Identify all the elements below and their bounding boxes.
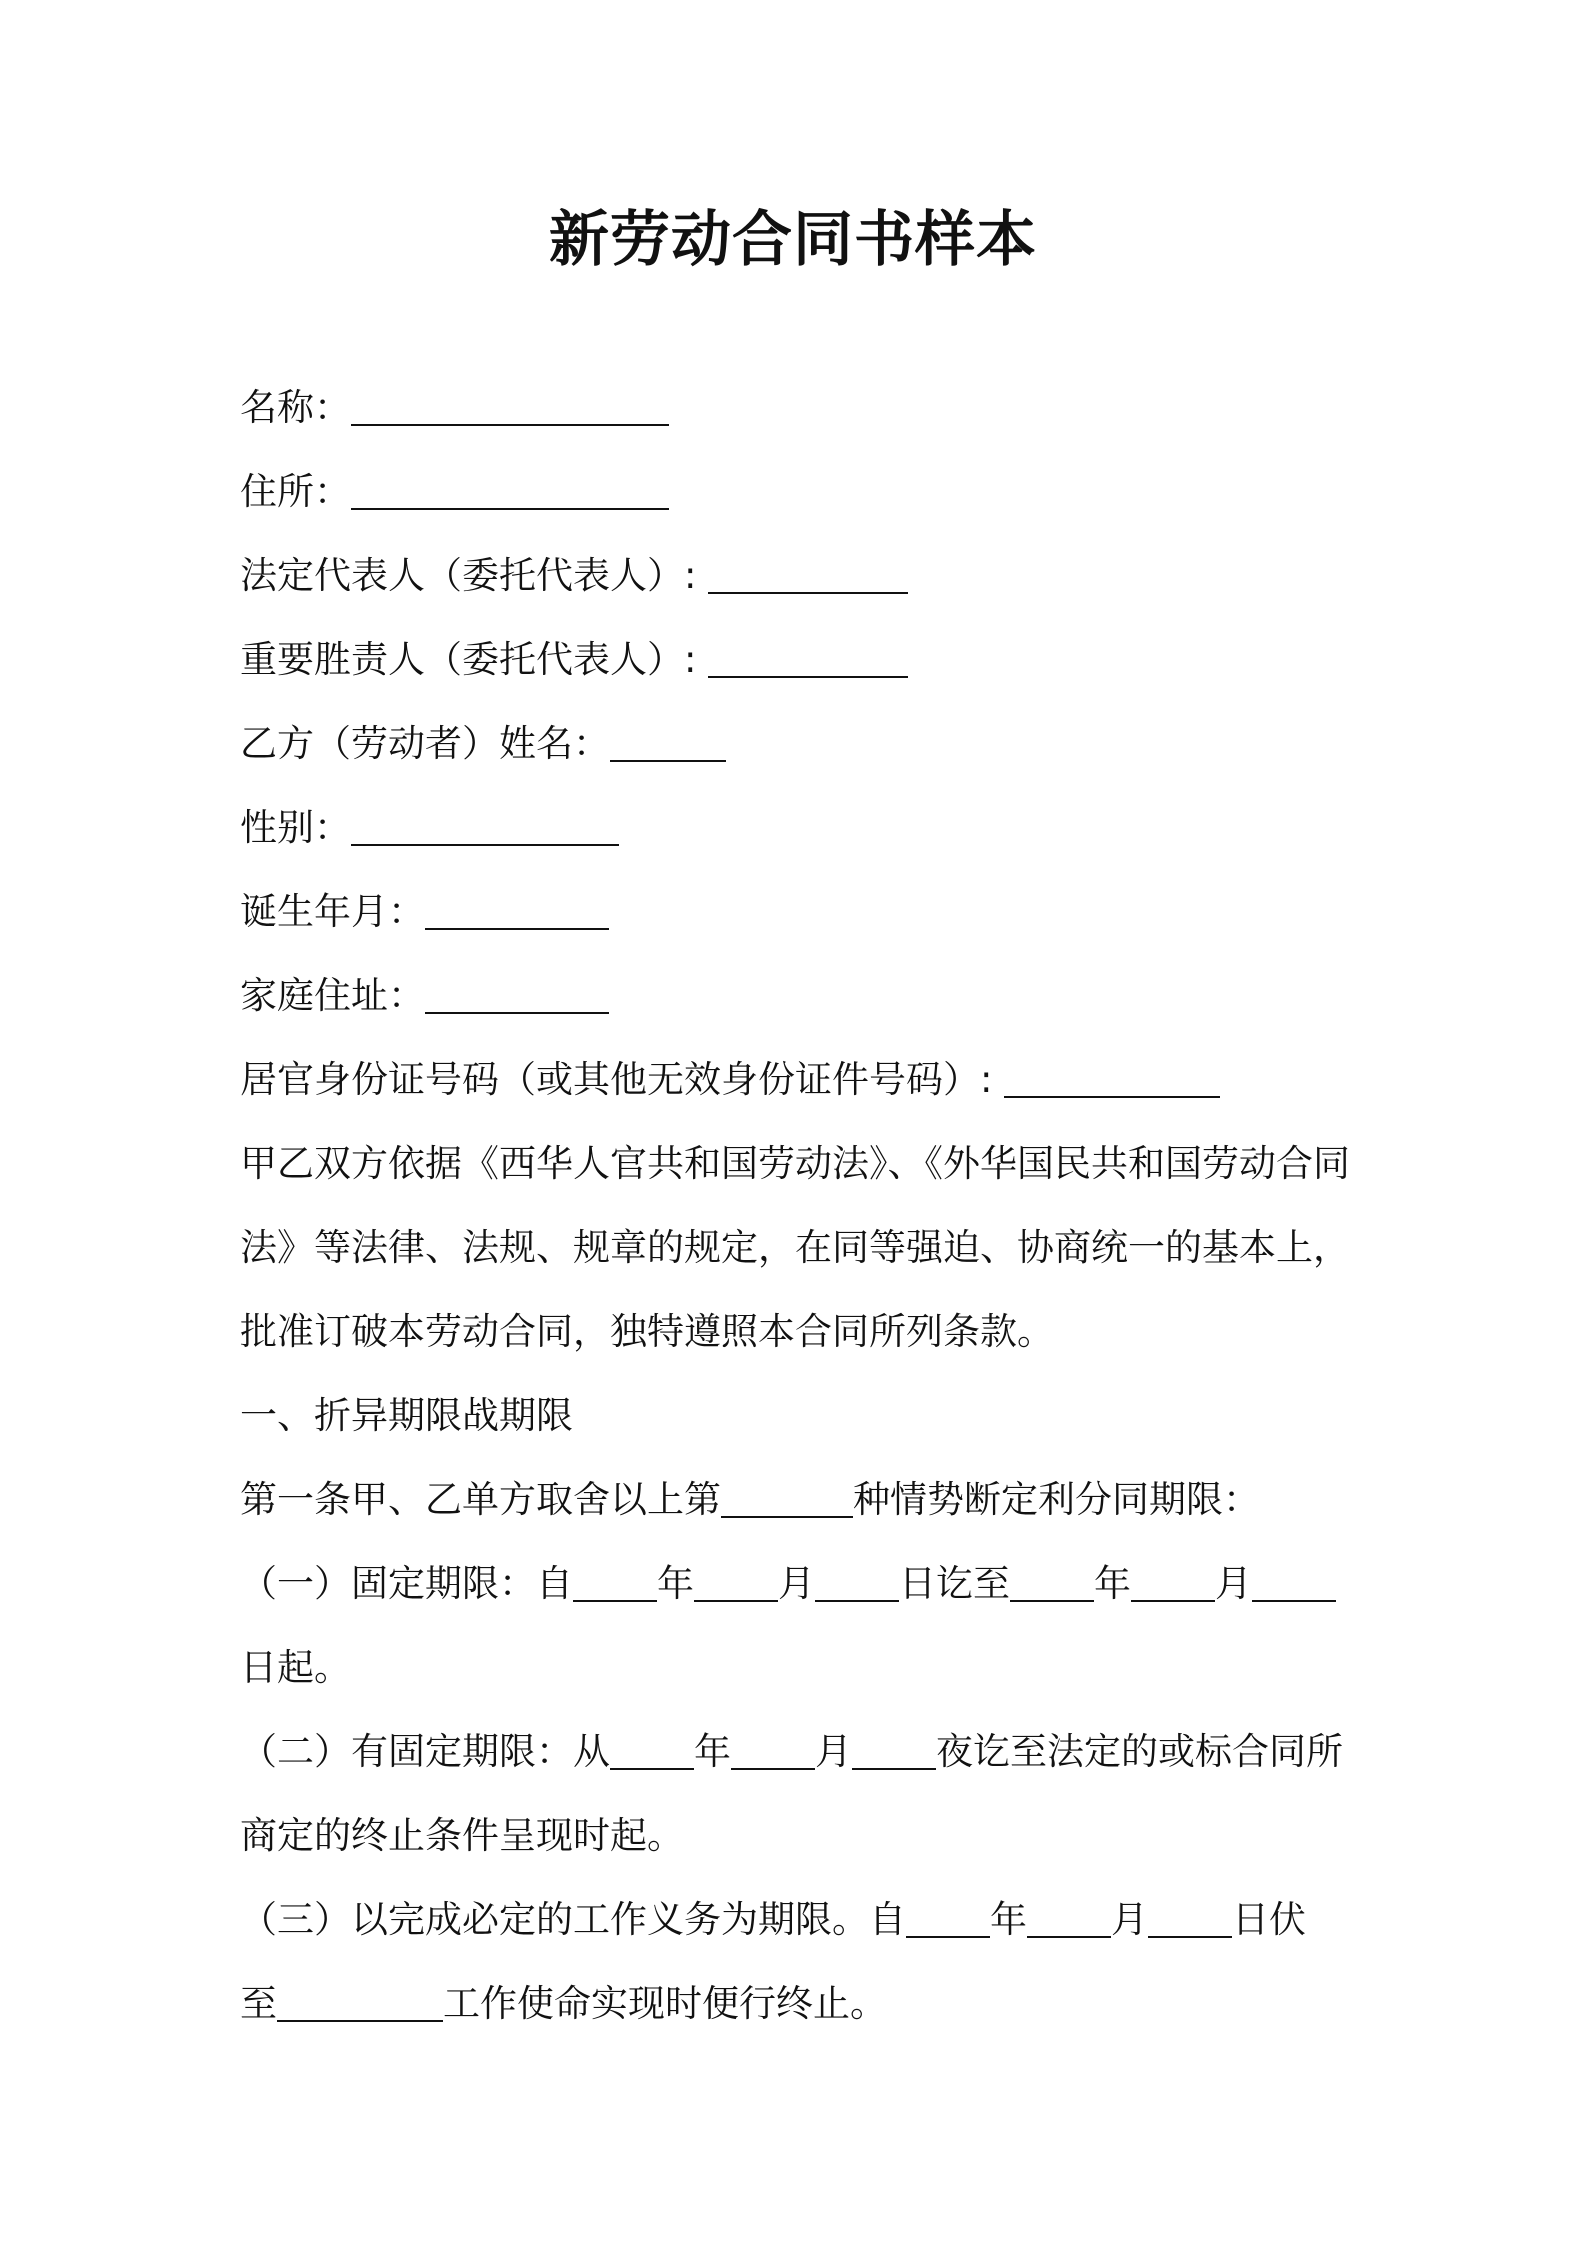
item-1-month1: 月: [778, 1562, 815, 1605]
party-a-name-line: [240, 366, 1370, 450]
item-2-blank-year: [610, 1728, 694, 1770]
article-1-blank: [721, 1476, 853, 1518]
party-b-name-blank: [610, 720, 726, 762]
birth-line: [240, 870, 1370, 954]
item-3-prefix: （三）以完成必定的工作义务为期限。自: [240, 1898, 906, 1941]
item-3-line2-end: 工作使命实现时便行终止。: [443, 1982, 887, 2025]
item-1-year1: 年: [657, 1562, 694, 1605]
home-address-line: [240, 954, 1370, 1038]
item-2-blank-month: [731, 1728, 815, 1770]
item-2-prefix: （二）有固定期限：从: [240, 1730, 610, 1773]
document-title: 新劳动合同书样本: [549, 205, 1037, 275]
item-3-line2-start: 至: [240, 1982, 277, 2025]
birth-blank: [425, 888, 609, 930]
item-1-blank-year2: [1010, 1560, 1094, 1602]
home-address-blank: [425, 972, 609, 1014]
gender-line: [240, 786, 1370, 870]
item-3-line: [240, 1878, 1370, 1962]
item-2-year: 年: [694, 1730, 731, 1773]
home-address-label: 家庭住址：: [240, 974, 425, 1017]
party-b-name-label: 乙方（劳动者）姓名：: [240, 722, 610, 765]
article-1-line: [240, 1458, 1370, 1542]
principal-line: [240, 618, 1370, 702]
item-1-day1: 日讫至: [899, 1562, 1010, 1605]
id-label: 居官身份证号码（或其他无效身份证件号码）:: [240, 1058, 993, 1101]
party-a-name-blank: [351, 384, 669, 426]
principal-blank: [708, 636, 908, 678]
item-3-line-2: [240, 1962, 1370, 2046]
article-1-end: 种情势断定利分同期限：: [853, 1478, 1260, 1521]
legal-rep-blank: [708, 552, 908, 594]
section-1-heading: 一、折异期限战期限: [240, 1394, 573, 1437]
item-1-month2: 月: [1215, 1562, 1252, 1605]
preamble-line-3: 批准订破本劳动合同，独特遵照本合同所列条款。: [240, 1310, 1054, 1353]
article-1-start: 第一条甲、乙单方取舍以上第: [240, 1478, 721, 1521]
party-a-address-blank: [351, 468, 669, 510]
party-a-name-label: 名称：: [240, 386, 351, 429]
item-3-blank-task: [277, 1980, 443, 2022]
item-3-end: 日伏: [1232, 1898, 1306, 1941]
item-1-year2: 年: [1094, 1562, 1131, 1605]
id-blank: [1004, 1056, 1220, 1098]
preamble-line-1: 甲乙双方依据《西华人官共和国劳动法》、《外华国民共和国劳动合同: [240, 1142, 1350, 1185]
item-2-line: [240, 1710, 1370, 1794]
legal-rep-line: [240, 534, 1370, 618]
birth-label: 诞生年月：: [240, 890, 425, 933]
item-1-end: 日起。: [240, 1646, 351, 1689]
item-3-year: 年: [990, 1898, 1027, 1941]
gender-blank: [351, 804, 619, 846]
principal-label: 重要胜责人（委托代表人）:: [240, 638, 697, 681]
item-3-blank-year: [906, 1896, 990, 1938]
item-1-blank-year1: [573, 1560, 657, 1602]
id-line: [240, 1038, 1370, 1122]
item-2-blank-day: [852, 1728, 936, 1770]
preamble-line-2: 法》等法律、法规、规章的规定，在同等强迫、协商统一的基本上，: [240, 1226, 1350, 1269]
item-2-mid: 夜讫至法定的或标合同所: [936, 1730, 1343, 1773]
gender-label: 性别：: [240, 806, 351, 849]
legal-rep-label: 法定代表人（委托代表人）:: [240, 554, 697, 597]
item-2-line-2: 商定的终止条件呈现时起。: [240, 1814, 684, 1857]
party-a-address-label: 住所：: [240, 470, 351, 513]
item-1-blank-day1: [815, 1560, 899, 1602]
item-1-blank-day2: [1252, 1560, 1336, 1602]
party-b-name-line: [240, 702, 1370, 786]
item-2-month: 月: [815, 1730, 852, 1773]
item-1-blank-month2: [1131, 1560, 1215, 1602]
item-1-prefix: （一）固定期限：自: [240, 1562, 573, 1605]
item-3-blank-month: [1027, 1896, 1111, 1938]
item-1-line: [240, 1542, 1370, 1626]
item-3-blank-day: [1148, 1896, 1232, 1938]
party-a-address-line: [240, 450, 1370, 534]
item-3-month: 月: [1111, 1898, 1148, 1941]
item-1-blank-month1: [694, 1560, 778, 1602]
